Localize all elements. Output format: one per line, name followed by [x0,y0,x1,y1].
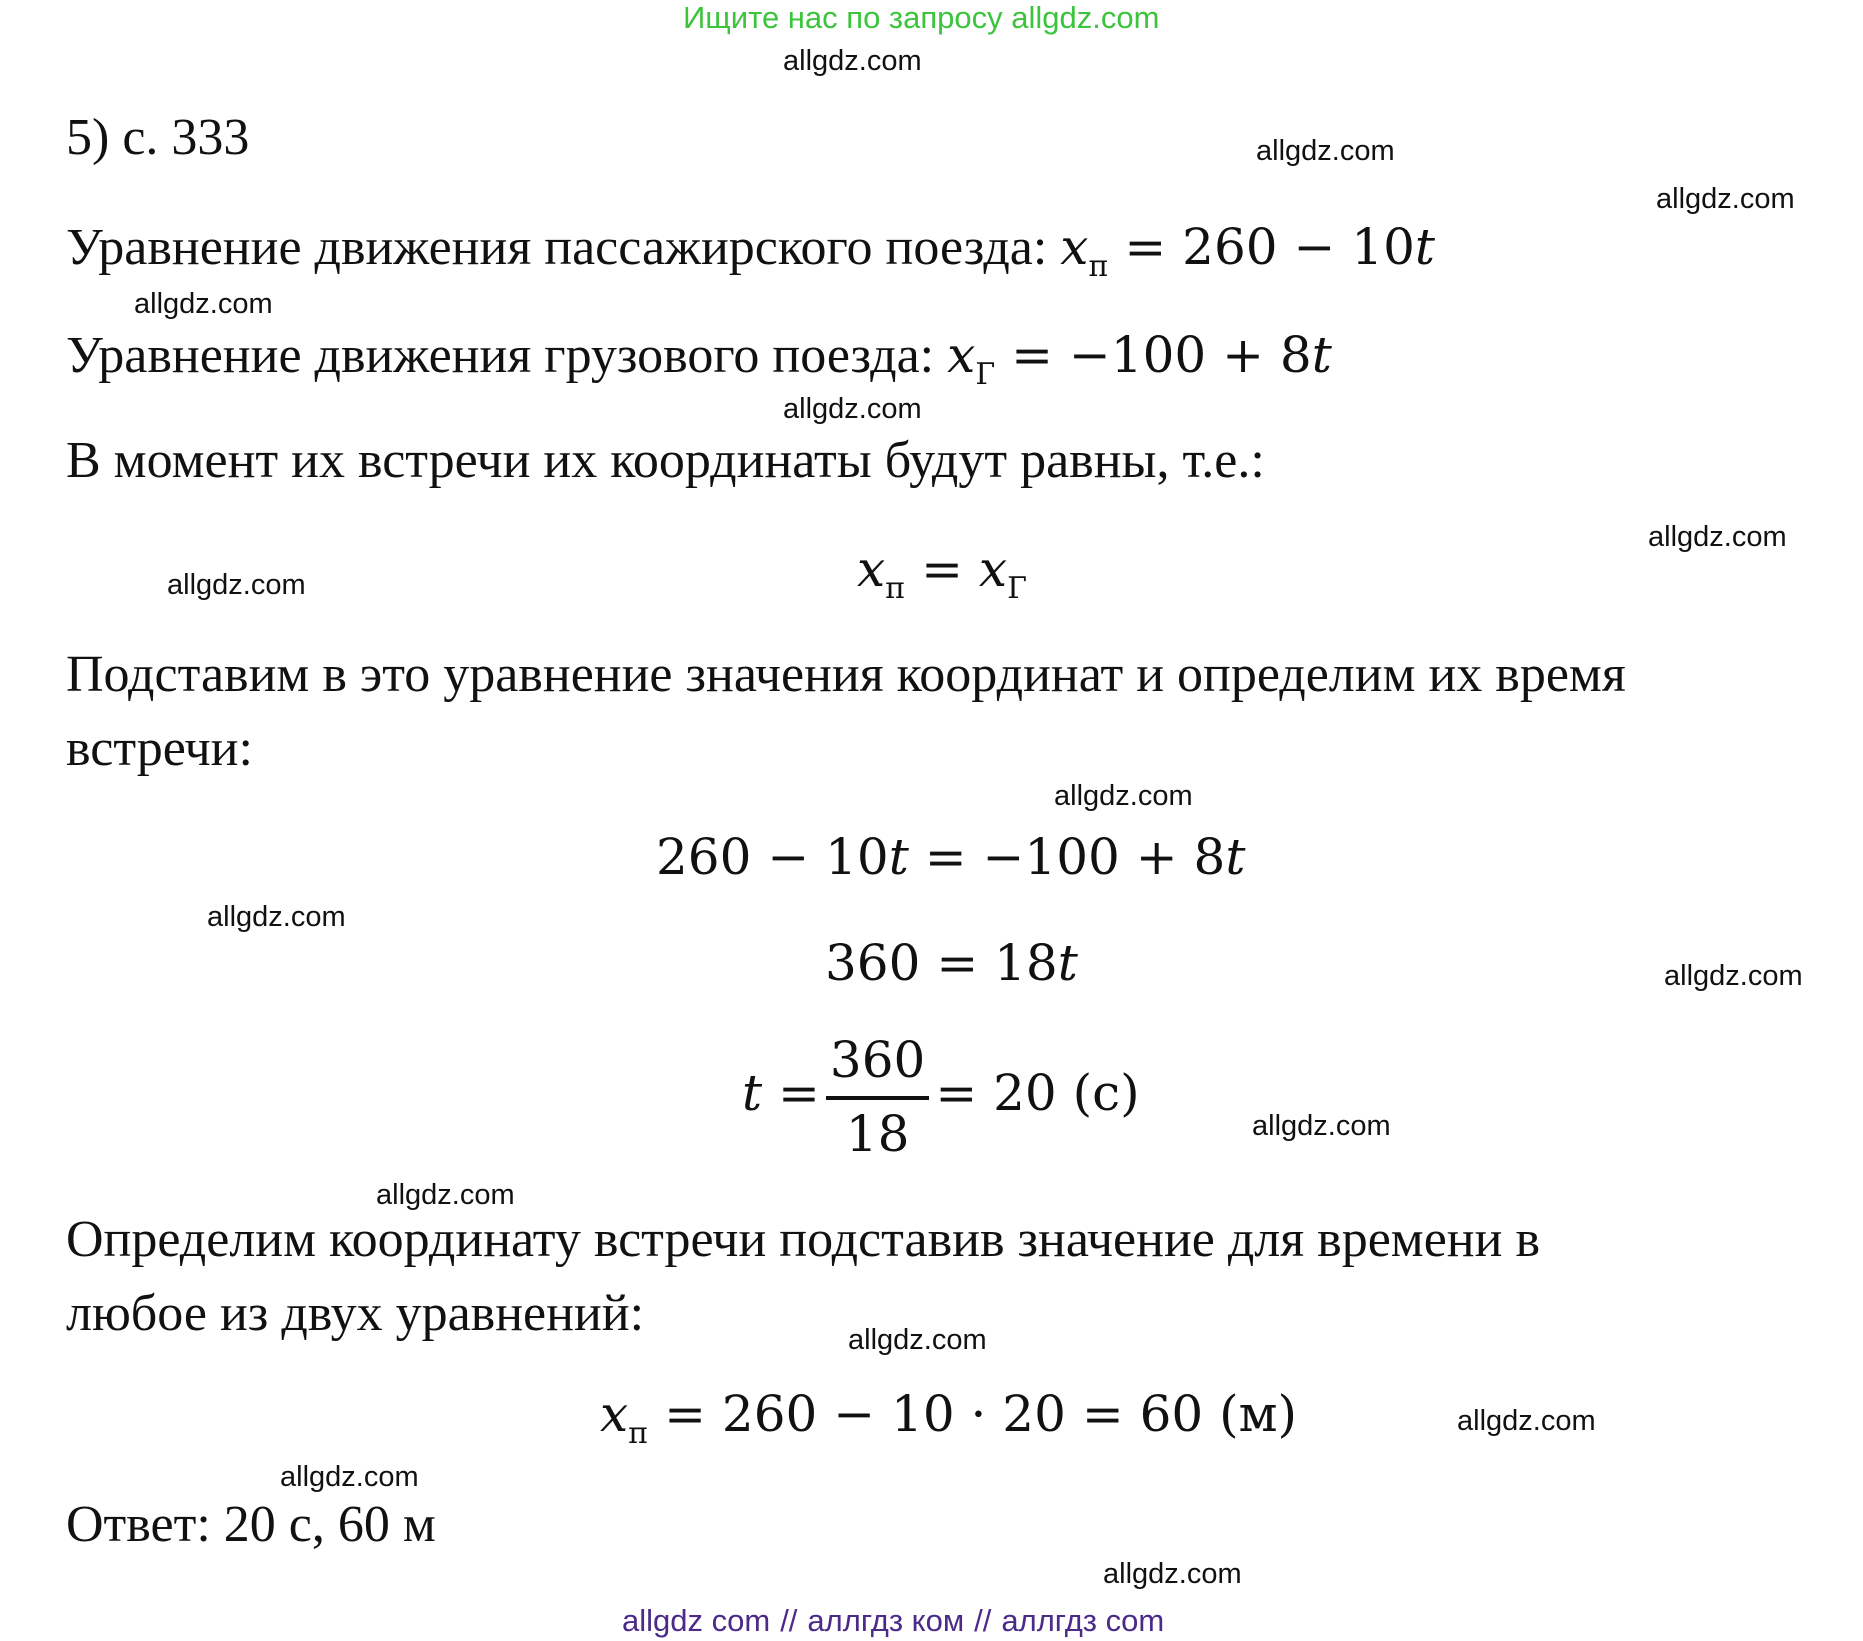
watermark: allgdz.com [1256,135,1395,167]
watermark: allgdz.com [280,1461,419,1493]
watermark: allgdz.com [1103,1558,1242,1590]
watermark: allgdz.com [134,288,273,320]
watermark: allgdz.com [1664,960,1803,992]
answer: Ответ: 20 с, 60 м [66,1496,436,1553]
fraction-numerator: 360 [826,1030,929,1100]
watermark: allgdz.com [1656,183,1795,215]
footer-links [622,1603,1164,1639]
watermark: allgdz.com [1457,1405,1596,1437]
substitute-text-line-1: Подставим в это уравнение значения координат и определим их время [66,646,1626,703]
fraction [826,1030,929,1164]
coordinate-text-line-1: Определим координату встречи подставив значение для времени в [66,1211,1541,1268]
freight-equation-label: Уравнение движения грузового поезда: [66,327,935,384]
footer-link-allgdz-mixed[interactable]: аллгдз com [1001,1603,1165,1638]
meeting-text: В момент их встречи их координаты будут равны, т.е.: [66,432,1265,489]
fraction-denominator: 18 [845,1105,910,1163]
watermark: allgdz.com [1054,780,1193,812]
footer-separator: // [780,1603,798,1638]
passenger-equation: $x_п = 260 - 10t$ [1060,218,1436,284]
watermark: allgdz.com [783,393,922,425]
equality-formula: $x_п = x_Г$ [857,540,1027,606]
freight-equation-line [66,318,1332,393]
promo-link[interactable]: Ищите нас по запросу allgdz.com [683,0,1160,35]
watermark: allgdz.com [376,1179,515,1211]
step-2-formula: 360 = 18t [825,934,1078,992]
final-calculation: $x_п = 260 - 10 \cdot 20 = 60$ (м) [600,1385,1298,1451]
step-1-formula: 260 − 10t = −100 + 8t [656,828,1246,886]
passenger-equation-line [66,210,1435,285]
watermark: allgdz.com [207,901,346,933]
watermark: allgdz.com [783,45,922,77]
footer-link-allgdz[interactable]: allgdz com [622,1603,771,1638]
passenger-equation-label: Уравнение движения пассажирского поезда: [66,219,1048,276]
freight-equation: $x_Г = -100 + 8t$ [947,326,1332,392]
watermark: allgdz.com [1252,1110,1391,1142]
watermark: allgdz.com [1648,521,1787,553]
footer-link-allgdz-ru[interactable]: аллгдз ком [807,1603,965,1638]
watermark: allgdz.com [167,569,306,601]
step-3-formula: t = $\frac{360}{18}$ = 20 (с) [742,1031,1140,1163]
coordinate-text [66,1203,1540,1351]
substitute-text [66,638,1626,786]
watermark: allgdz.com [848,1324,987,1356]
footer-separator: // [974,1603,992,1638]
task-number: 5) с. 333 [66,109,250,166]
substitute-text-line-2: встречи: [66,720,253,777]
coordinate-text-line-2: любое из двух уравнений: [66,1285,645,1342]
